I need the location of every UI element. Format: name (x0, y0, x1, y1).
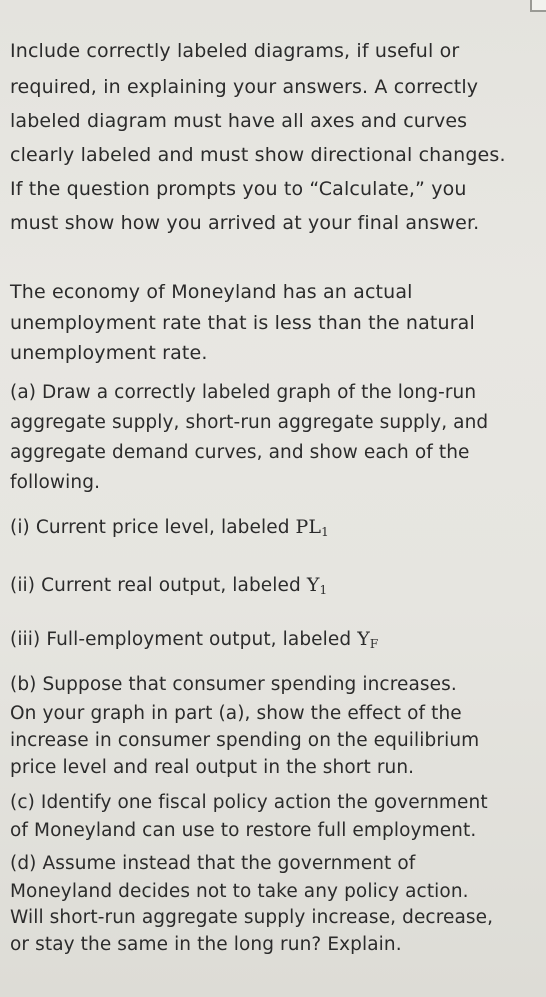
item-i (10, 515, 329, 544)
part-b-line: increase in consumer spending on the equilibrium (10, 730, 480, 751)
part-c-line: (c) Identify one fiscal policy action the government (10, 792, 488, 813)
item-iii (10, 627, 378, 656)
pl-subscript: 1 (321, 525, 329, 539)
pl1-symbol (296, 516, 329, 538)
part-a-line: following. (10, 472, 101, 493)
instructions-line: required, in explaining your answers. A correctly (10, 76, 479, 98)
item-ii-text: (ii) Current real output, labeled (10, 575, 307, 596)
part-c-line: of Moneyland can use to restore full employment. (10, 820, 477, 841)
y1-letter: Y (306, 574, 320, 596)
instructions-line: If the question prompts you to “Calculate,” you (10, 178, 467, 200)
part-d-line: (d) Assume instead that the government of (10, 853, 416, 874)
scenario-line: unemployment rate that is less than the natural (10, 312, 475, 334)
part-a-line: (a) Draw a correctly labeled graph of the long-run (10, 382, 477, 403)
item-iii-text: (iii) Full-employment output, labeled (10, 629, 358, 650)
part-d-line: Will short-run aggregate supply increase, decrease, (10, 907, 494, 928)
instructions-line: Include correctly labeled diagrams, if useful or (10, 40, 460, 62)
item-i-text: (i) Current price level, labeled (10, 517, 296, 538)
part-a-line: aggregate supply, short-run aggregate supply, and (10, 412, 489, 433)
part-b-line: On your graph in part (a), show the effect of the (10, 703, 462, 724)
y1-symbol (307, 574, 327, 596)
pl-letters: PL (295, 516, 322, 538)
instructions-line: must show how you arrived at your final answer. (10, 212, 480, 234)
instructions-line: clearly labeled and must show directional changes. (10, 144, 506, 166)
instructions-line: labeled diagram must have all axes and curves (10, 110, 468, 132)
part-d-line: Moneyland decides not to take any policy action. (10, 881, 469, 902)
item-ii (10, 573, 327, 602)
yf-letter: Y (357, 628, 370, 650)
part-b-line: price level and real output in the short run. (10, 757, 415, 778)
yf-symbol (357, 628, 378, 650)
part-a-line: aggregate demand curves, and show each of the (10, 442, 470, 463)
y1-subscript: 1 (319, 583, 328, 597)
scenario-line: unemployment rate. (10, 342, 208, 364)
part-b-line: (b) Suppose that consumer spending increases. (10, 674, 457, 695)
scenario-line: The economy of Moneyland has an actual (10, 281, 413, 303)
part-d-line: or stay the same in the long run? Explain. (10, 934, 402, 955)
yf-subscript: F (369, 637, 379, 651)
